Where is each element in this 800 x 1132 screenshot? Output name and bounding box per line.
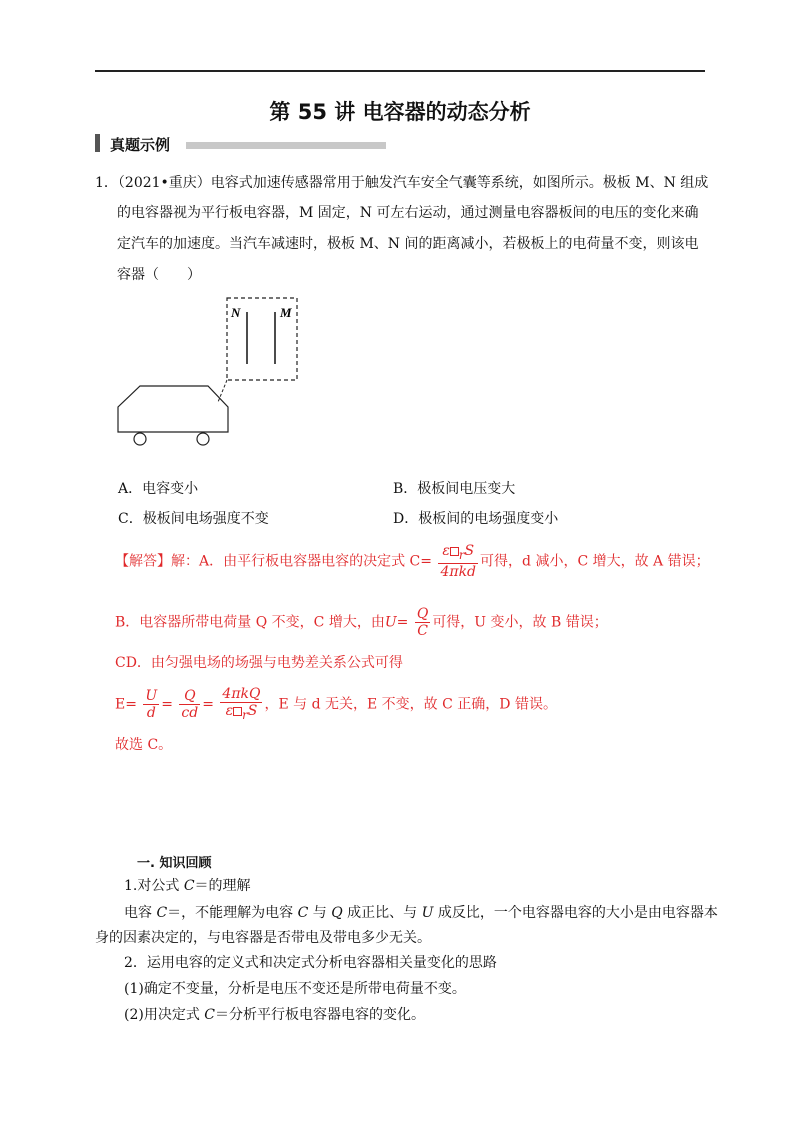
knowledge-step-2: (2)用决定式 C＝分析平行板电容器电容的变化。 [124,1007,425,1023]
plate-n-label: N [231,305,241,320]
car-wheel-front [134,433,146,445]
knowledge-item-1-title: 1.对公式 C＝的理解 [124,878,251,894]
section-underline [186,142,386,149]
answer-line-3: CD．由匀强电场的场强与电势差关系公式可得 [115,655,403,671]
answer-a-conclusion: 可得，d 减小，C 增大，故 A 错误； [480,553,710,570]
knowledge-paragraph-1-line-2: 身的因素决定的，与电容器是否带电及带电多少无关。 [95,930,431,946]
answer-line-4: E= $\frac{U}{d}$ = $\frac{Q}{cd}$ = $\frac{\text{4πkQ}}{\varepsilon _rS}$ ，E 与 d 无关，E 不变，故 C 正确，D 错误。 [115,686,557,722]
question-line-3: 定汽车的加速度。当汽车减速时，极板 M、N 间的距离减小，若极板上的电荷量不变，则该电 [117,236,699,252]
car-wheel-rear [197,433,209,445]
answer-a-text: 解：A．由平行板电容器电容的决定式 C= [171,553,433,570]
question-line-2: 的电容器视为平行板电容器，M 固定，N 可左右运动，通过测量电容器板间的电压的变化来确 [117,205,699,221]
top-rule [95,70,705,72]
option-a: A．电容变小 [118,481,199,497]
section-marker [95,134,100,152]
knowledge-item-2-title: 2．运用电容的定义式和决定式分析电容器相关量变化的思路 [124,955,497,971]
knowledge-paragraph-1: 电容 C＝，不能理解为电容 C 与 Q 成正比、与 U 成反比，一个电容器电容的大小是由电容器本 [124,905,718,921]
answer-line-1 [115,543,710,580]
voltage-formula: $\frac{Q}{C}$ [416,606,429,639]
field-formula-1: $\frac{U}{d}$ [145,687,158,721]
page-title: 第 55 讲 电容器的动态分析 [269,100,531,124]
plate-m-label: M [280,305,292,320]
car-capacitor-figure [110,292,310,452]
capacitance-formula: $\frac{\varepsilon _rS}{\text{4πkd}}$ [440,543,477,580]
answer-line-5: 故选 C。 [115,737,173,753]
section-title: 真题示例 [110,136,171,154]
option-d: D．极板间的电场强度变小 [393,511,559,527]
question-line-4: 容器（ ） [117,267,201,283]
field-formula-3: $\frac{\text{4πkQ}}{\varepsilon _rS}$ [222,686,261,722]
car-body [118,386,228,432]
knowledge-title: 一. 知识回顾 [137,856,212,871]
knowledge-step-1: (1)确定不变量，分析是电压不变还是所带电荷量不变。 [124,981,466,997]
question-line-1: 1．（2021•重庆）电容式加速传感器常用于触发汽车安全气囊等系统，如图所示。极板 M、N 组成 [95,175,709,191]
option-b: B．极板间电压变大 [393,481,516,497]
field-formula-2: $\frac{Q}{cd}$ [181,687,199,721]
option-c: C．极板间电场强度不变 [118,511,269,527]
answer-tag: 【解答】 [115,553,171,570]
answer-line-2: B．电容器所带电荷量 Q 不变，C 增大，由U= $\frac{Q}{C}$ 可得，U 变小，故 B 错误； [115,606,608,639]
